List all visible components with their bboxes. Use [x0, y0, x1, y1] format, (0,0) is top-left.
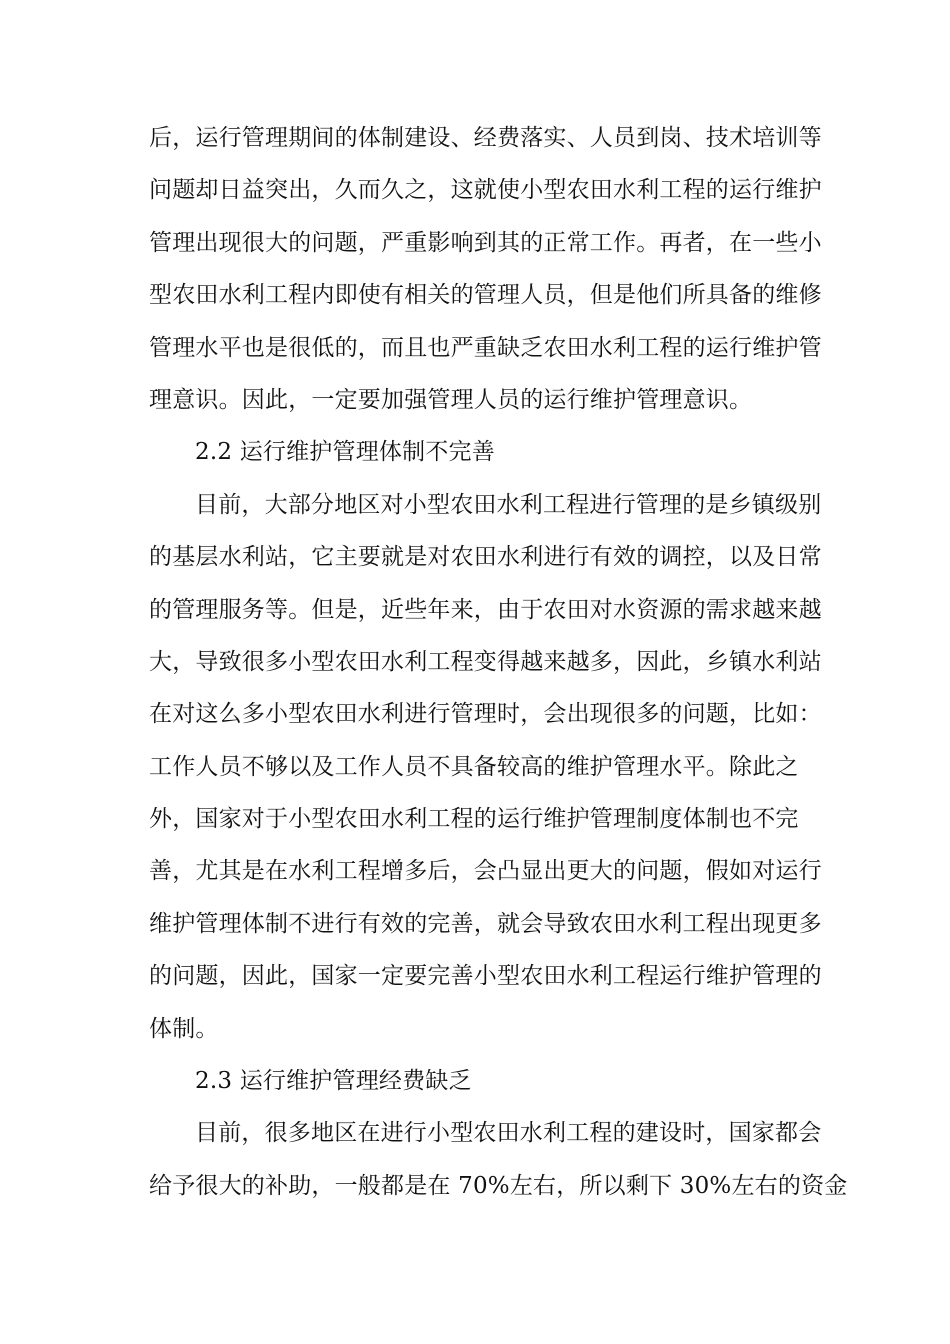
text-line: 问题却日益突出，久而久之，这就使小型农田水利工程的运行维护: [149, 177, 822, 204]
body-text: [149, 112, 848, 1212]
text-line: 善，尤其是在水利工程增多后，会凸显出更大的问题，假如对运行: [149, 858, 822, 885]
text-line: 大，导致很多小型农田水利工程变得越来越多，因此，乡镇水利站: [149, 648, 822, 675]
text-line: 体制。: [149, 1015, 219, 1042]
text-line: 理意识。因此，一定要加强管理人员的运行维护管理意识。: [149, 386, 753, 413]
text-line: 工作人员不够以及工作人员不具备较高的维护管理水平。除此之: [149, 753, 799, 780]
text-line: 后，运行管理期间的体制建设、经费落实、人员到岗、技术培训等: [149, 125, 822, 151]
text-line: 维护管理体制不进行有效的完善，就会导致农田水利工程出现更多: [149, 910, 822, 937]
text-line: 管理出现很大的问题，严重影响到其的正常工作。再者，在一些小: [149, 229, 822, 256]
text-line: 目前，很多地区在进行小型农田水利工程的建设时，国家都会: [195, 1120, 822, 1147]
text-line: 的管理服务等。但是，近些年来，由于农田对水资源的需求越来越: [149, 596, 822, 623]
text-line: 管理水平也是很低的，而且也严重缺乏农田水利工程的运行维护管: [149, 334, 822, 361]
text-line: 外，国家对于小型农田水利工程的运行维护管理制度体制也不完: [149, 806, 799, 833]
text-line: 的基层水利站，它主要就是对农田水利进行有效的调控，以及日常: [149, 544, 822, 571]
text-line: 在对这么多小型农田水利进行管理时，会出现很多的问题，比如：: [149, 701, 822, 728]
section-heading: 2.2 运行维护管理体制不完善: [195, 439, 495, 466]
text-line: 给予很大的补助，一般都是在 70%左右，所以剩下 30%左右的资金: [149, 1172, 848, 1199]
section-heading: 2.3 运行维护管理经费缺乏: [195, 1068, 472, 1095]
text-line: 型农田水利工程内即使有相关的管理人员，但是他们所具备的维修: [149, 282, 822, 309]
text-line: 目前，大部分地区对小型农田水利工程进行管理的是乡镇级别: [195, 491, 822, 518]
text-line: 的问题，因此，国家一定要完善小型农田水利工程运行维护管理的: [149, 963, 822, 990]
